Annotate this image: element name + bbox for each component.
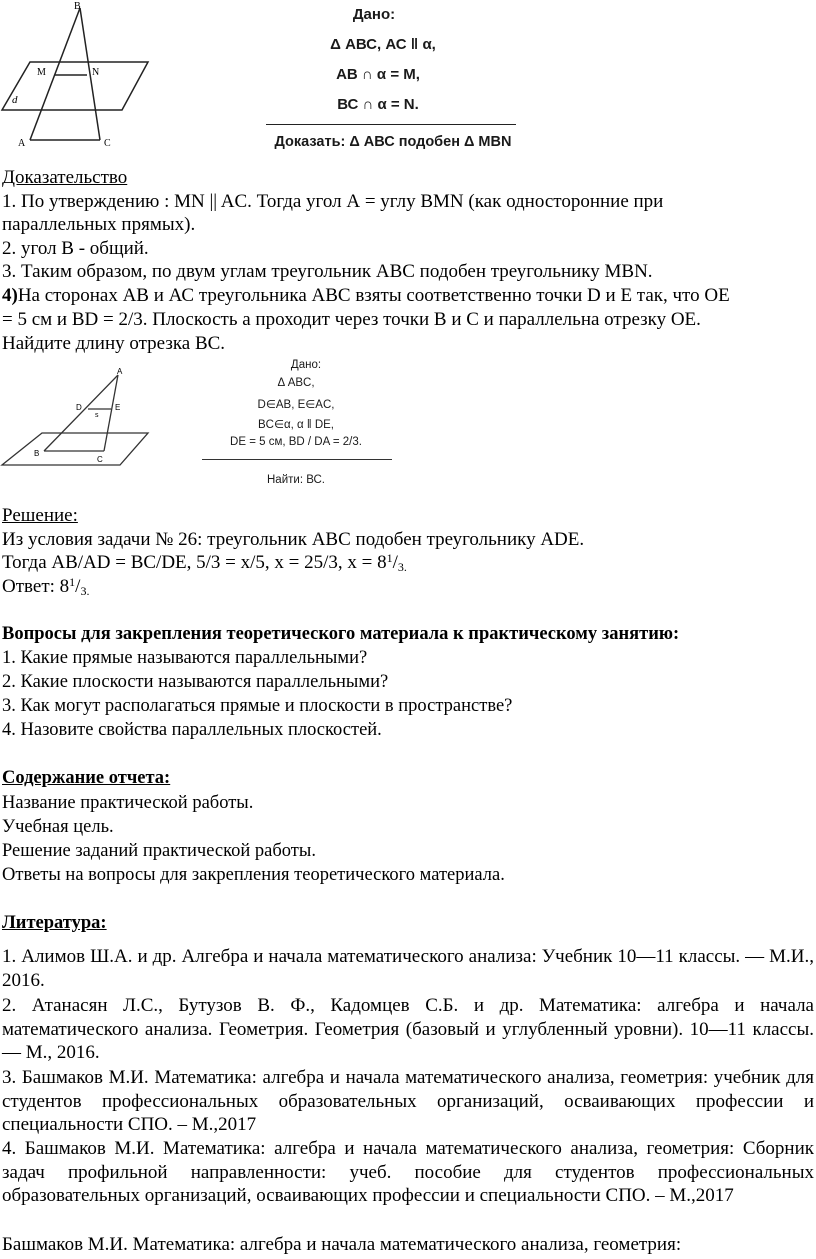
- literature-last-line: Башмаков М.И. Математика: алгебра и начала математического анализа, геометрия:: [2, 1234, 682, 1255]
- given-line: DE = 5 см, BD / DA = 2/3.: [230, 436, 362, 448]
- figure-1-diagram: [0, 0, 150, 160]
- vertex-b-label: B: [34, 449, 40, 458]
- questions-heading: Вопросы для закрепления теоретического материала к практическому занятию:: [2, 624, 680, 644]
- vertex-a-label: A: [117, 367, 123, 376]
- fraction-slash: /: [392, 552, 398, 573]
- point-n-label: N: [92, 67, 100, 78]
- question-item: 4. Назовите свойства параллельных плоскостей.: [2, 720, 382, 740]
- point-m-label: M: [37, 67, 46, 78]
- solution-heading: Решение:: [2, 505, 78, 526]
- proof-line-1b: параллельных прямых).: [2, 214, 196, 235]
- report-item: Ответы на вопросы для закрепления теоретического материала.: [2, 865, 505, 885]
- report-item: Учебная цель.: [2, 817, 114, 837]
- task4-line-3: Найдите длину отрезка ВС.: [2, 333, 226, 354]
- figure-2-given: [196, 355, 406, 495]
- given-title: Дано:: [290, 359, 322, 371]
- proof-line-3: 3. Таким образом, по двум углам треугольник АВС подобен треугольнику MBN.: [2, 261, 653, 282]
- report-item: Название практической работы.: [2, 793, 254, 813]
- answer-text: Ответ: 8: [2, 575, 70, 597]
- literature-item: 4. Башмаков М.И. Математика: алгебра и начала математического анализа, геометрия: Сборник задач профильной направленности: учеб. пособие для студентов профессиональных образовательных организаций, осваивающих профессии и специальности СПО. – М.,2017: [2, 1138, 814, 1206]
- vertex-b-label: B: [74, 1, 81, 12]
- figure-2: [0, 355, 420, 495]
- prove-line: Доказать: Δ АВС подобен Δ МВN: [274, 134, 512, 150]
- proof-line-1: 1. По утверждению : MN || AC. Тогда угол А = углу BMN (как односторонние при: [2, 190, 664, 212]
- literature-item: 2. Атанасян Л.С., Бутузов В. Ф., Кадомцев С.Б. и др. Математика: алгебра и начала математического анализа. Геометрия. Геометрия (базовый и углубленный уровни). 10—11 классы. — М., 2016.: [2, 995, 814, 1063]
- plane-label: d: [12, 94, 18, 106]
- proof-heading: Доказательство: [2, 167, 128, 188]
- vertex-c-label: C: [97, 455, 103, 464]
- question-item: 2. Какие плоскости называются параллельными?: [2, 672, 389, 692]
- vertex-c-label: C: [104, 138, 111, 149]
- find-line: Найти: ВС.: [267, 474, 325, 486]
- fraction-numerator: 1: [386, 551, 393, 565]
- answer-line: [2, 575, 814, 604]
- task-number: 4): [2, 285, 18, 306]
- literature-item: 1. Алимов Ш.А. и др. Алгебра и начала математического анализа: Учебник 10—11 классы. — М.И., 2016.: [2, 946, 814, 991]
- figure-2-diagram: [0, 363, 150, 483]
- given-line: Δ АВС, АС ǁ α,: [330, 36, 436, 53]
- divider: [266, 124, 516, 125]
- given-line: Δ ABC,: [277, 377, 315, 389]
- given-line: BC∈α, α ǁ DE,: [258, 419, 334, 431]
- given-title: Дано:: [352, 6, 396, 23]
- point-e-label: E: [115, 403, 121, 412]
- divider: [202, 459, 392, 460]
- fraction-numerator: 1: [69, 574, 76, 589]
- figure-1-given: [258, 0, 538, 160]
- task4-line-2: = 5 см и BD = 2/3. Плоскость а проходит через точки В и С и параллельна отрезку ОЕ.: [2, 309, 701, 330]
- fraction-denominator: 3.: [80, 583, 90, 598]
- figure-1: [0, 0, 560, 160]
- given-line: АВ ∩ α = М,: [336, 66, 420, 83]
- segment-label: s: [95, 412, 99, 419]
- question-item: 3. Как могут располагаться прямые и плоскости в пространстве?: [2, 696, 513, 716]
- fraction-denominator: 3.: [397, 560, 407, 574]
- point-d-label: D: [76, 403, 82, 412]
- given-line: D∈AB, E∈AC,: [257, 399, 335, 411]
- question-item: 1. Какие прямые называются параллельными?: [2, 648, 368, 668]
- solution-text: Тогда АВ/AD = BC/DE, 5/3 = х/5, х = 25/3, х = 8: [2, 552, 387, 573]
- fraction-slash: /: [75, 575, 81, 597]
- task4-line-1: [2, 284, 814, 308]
- given-line: ВС ∩ α = N.: [337, 96, 419, 113]
- report-item: Решение заданий практической работы.: [2, 841, 316, 861]
- literature-heading: Литература:: [2, 913, 107, 933]
- vertex-a-label: A: [18, 138, 26, 149]
- proof-line-2: 2. угол В - общий.: [2, 237, 149, 259]
- report-heading: Содержание отчета:: [2, 768, 171, 788]
- task4-text: На сторонах АВ и АС треугольника АВС взяты соответственно точки D и Е так, что ОЕ: [17, 285, 730, 306]
- solution-line-1: Из условия задачи № 26: треугольник АВС подобен треугольнику ADE.: [2, 528, 585, 550]
- literature-item: 3. Башмаков М.И. Математика: алгебра и начала математического анализа, геометрия: учебник для студентов профессиональных образовательных организаций, осваивающих профессии и специальности СПО. – М.,2017: [2, 1067, 814, 1135]
